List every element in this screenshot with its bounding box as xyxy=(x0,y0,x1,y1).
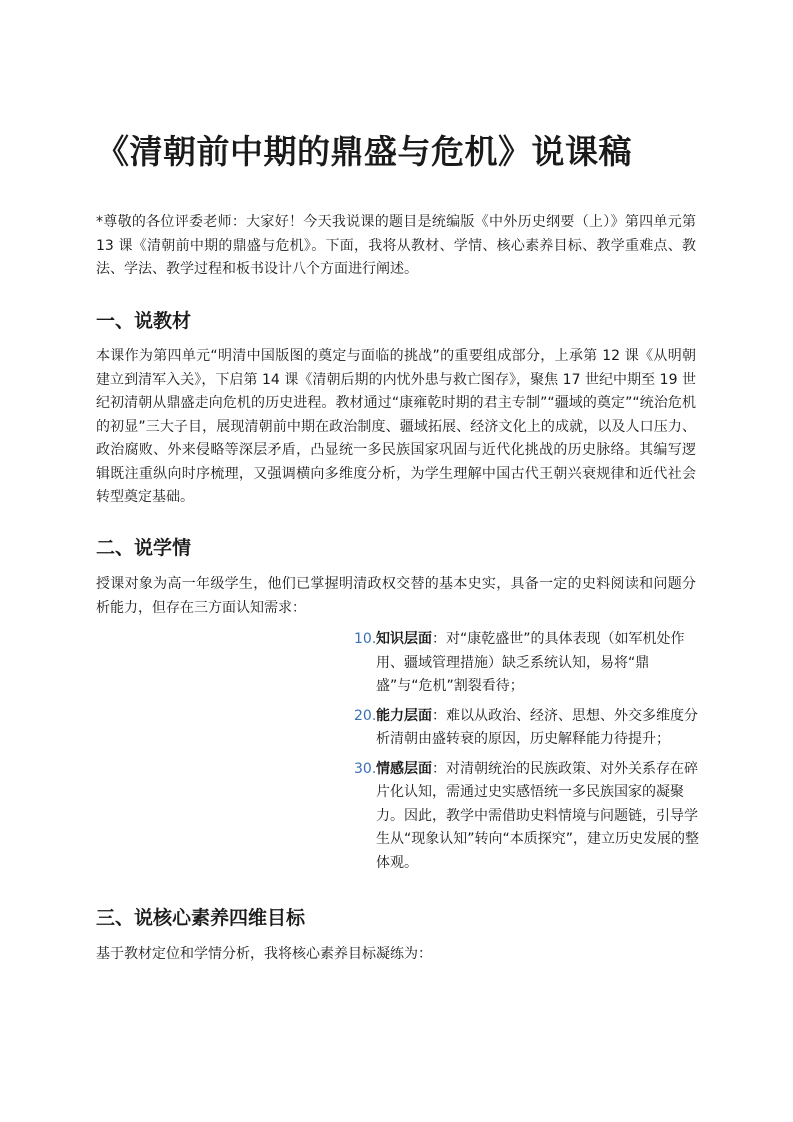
list-item-term: 知识层面 xyxy=(376,631,432,647)
list-item xyxy=(354,705,704,752)
section-heading-students: 二、说学情 xyxy=(96,537,192,559)
list-item-text: ：对清朝统治的民族政策、对外关系存在碎片化认知，需通过史实感悟统一多民族国家的凝聚力。因此，教学中需借助史料情境与问题链，引导学生从“现象认知”转向“本质探究”，建立历史发展的整体观。 xyxy=(376,760,700,871)
student-needs-list xyxy=(354,628,704,881)
list-item-text: ：难以从政治、经济、思想、外交多维度分析清朝由盛转衰的原因，历史解释能力待提升； xyxy=(376,707,698,747)
list-item xyxy=(354,758,704,876)
list-item-number: 30. xyxy=(354,760,377,777)
section-heading-textbook: 一、说教材 xyxy=(96,310,192,332)
list-item-number: 10. xyxy=(354,631,377,647)
list-item-text: ：对“康乾盛世”的具体表现（如军机处作用、疆域管理措施）缺乏系统认知，易将“鼎盛”与“危机”割裂看待； xyxy=(376,631,685,694)
section-heading-objectives: 三、说核心素养四维目标 xyxy=(96,907,306,929)
list-item-number: 20. xyxy=(354,707,377,724)
list-item xyxy=(354,628,704,699)
section-body-textbook: 本课作为第四单元“明清中国版图的奠定与面临的挑战”的重要组成部分，上承第 12 课《从明朝建立到清军入关》，下启第 14 课《清朝后期的内忧外患与救亡图存》，聚焦 17 世纪中期至 19 世纪初清朝从鼎盛走向危机的历史进程。教材通过“康雍乾时期的君主专制”“疆域的奠定”“统治危机的初显”三大子目，展现清朝前中期在政治制度、疆域拓展、经济文化上的成就，以及人口压力、政治腐败、外来侵略等深层矛盾，凸显统一多民族国家巩固与近代化挑战的历史脉络。其编写逻辑既注重纵向时序梳理，又强调横向多维度分析，为学生理解中国古代王朝兴衰规律和近代社会转型奠定基础。 xyxy=(96,348,696,505)
list-item-term: 情感层面 xyxy=(376,760,432,777)
section-body-objectives: 基于教材定位和学情分析，我将核心素养目标凝练为： xyxy=(96,946,432,962)
section-body-students: 授课对象为高一年级学生，他们已掌握明清政权交替的基本史实，具备一定的史料阅读和问题分析能力，但存在三方面认知需求： xyxy=(96,576,696,616)
list-item-term: 能力层面 xyxy=(376,707,432,724)
intro-paragraph: *尊敬的各位评委老师：大家好！今天我说课的题目是统编版《中外历史纲要（上）》第四单元第 13 课《清朝前中期的鼎盛与危机》。下面，我将从教材、学情、核心素养目标、教学重难点、教法、学法、教学过程和板书设计八个方面进行阐述。 xyxy=(96,214,696,277)
page-title: 《清朝前中期的鼎盛与危机》说课稿 xyxy=(96,132,632,171)
